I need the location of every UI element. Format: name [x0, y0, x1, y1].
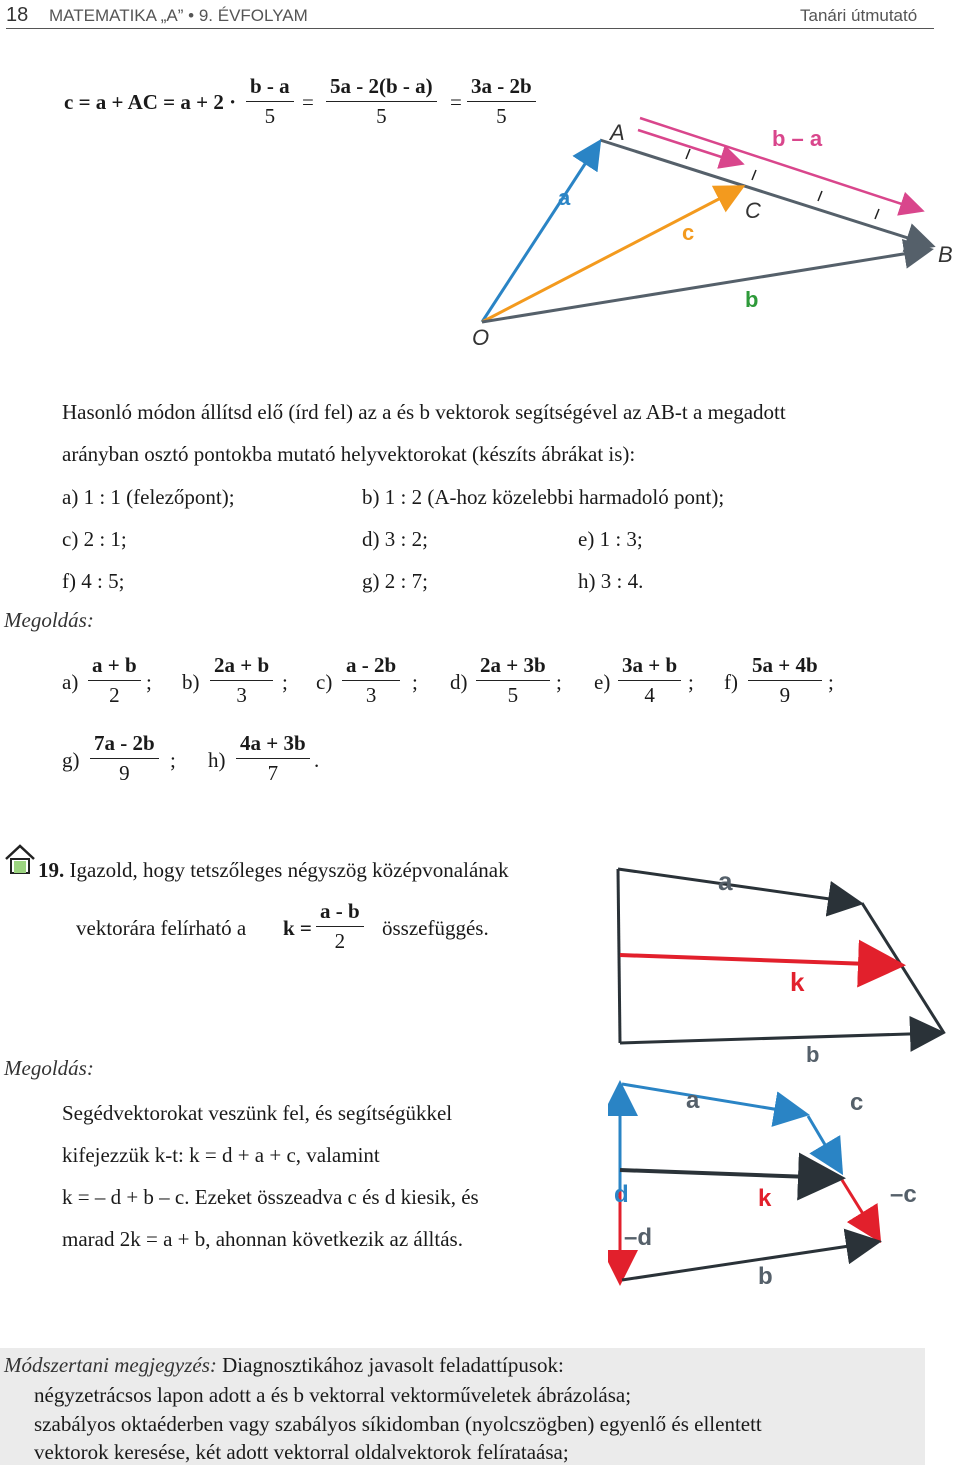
frac-numerator: 3a - 2b [467, 73, 536, 102]
solution-fraction: $\frac{a + b}{2}$ [88, 652, 141, 709]
task-item: g) 2 : 7; [362, 569, 428, 593]
frac-numerator: b - a [246, 73, 294, 102]
formula1-lhs: c = a + AC = a + 2 · [64, 90, 237, 114]
separator: ; [282, 670, 288, 694]
solution-fraction: $\frac{2a + 3b}{5}$ [476, 652, 550, 709]
solution-tag: f) [724, 670, 738, 694]
figure1-label: c [682, 220, 695, 245]
figure1-label: b [745, 287, 759, 312]
task-item: f) 4 : 5; [62, 569, 125, 593]
separator: ; [146, 670, 152, 694]
quadrilateral-figure [590, 855, 960, 1055]
separator: ; [828, 670, 834, 694]
solution-tag: e) [594, 670, 611, 694]
figure3-label: c [850, 1089, 864, 1116]
vector-a-top [618, 869, 858, 903]
auxiliary-vectors-figure [608, 1040, 958, 1290]
task19-number: 19. [38, 858, 65, 882]
task19-fraction: $\frac{a - b}{2}$ [316, 898, 364, 955]
vector-b-aux [622, 1242, 876, 1280]
separator: ; [688, 670, 694, 694]
figure1-label: B [938, 242, 953, 267]
solution-tag: h) [208, 748, 226, 772]
vector-figure-1 [440, 100, 960, 360]
solution-tag: a) [62, 670, 79, 694]
figure1-label: A [610, 120, 625, 145]
note-line-1: Módszertani megjegyzés: Diagnosztikához javasolt feladattípusok: [4, 1353, 564, 1377]
vector-a [482, 144, 598, 322]
figure3-label: –d [624, 1224, 653, 1251]
solution-tag: d) [450, 670, 468, 694]
solution2-line: k = – d + b – c. Ezeket összeadva c és d kiesik, és [62, 1185, 479, 1209]
figure1-label: b – a [772, 126, 823, 151]
figure3-label: b [806, 1042, 820, 1067]
header-right: Tanári útmutató [800, 6, 918, 25]
solution-fraction: $\frac{4a + 3b}{7}$ [236, 730, 310, 787]
task-line-1: Hasonló módon állítsd elő (írd fel) az a és b vektorok segítségével az AB-t a megadott [62, 400, 786, 424]
task-item: d) 3 : 2; [362, 527, 428, 551]
solution-tag: b) [182, 670, 200, 694]
task19-line-2-post: összefüggés. [382, 916, 489, 940]
solution-fraction: $\frac{5a + 4b}{9}$ [748, 652, 822, 709]
task19-line-1: 19. Igazold, hogy tetszőleges négyszög középvonalának [38, 858, 509, 882]
vector-ab [600, 140, 930, 245]
figure3-label: b [758, 1263, 773, 1290]
task-line-2: arányban osztó pontokba mutató helyvektorokat (készíts ábrákat is): [62, 442, 636, 466]
task19-line-2-pre: vektorára felírható a [76, 916, 247, 940]
frac-denominator: 5 [376, 104, 387, 128]
solution-fraction: $\frac{a - 2b}{3}$ [342, 652, 400, 709]
solution-fraction: $\frac{2a + b}{3}$ [210, 652, 273, 709]
frac-denominator: 5 [264, 104, 276, 128]
figure3-label: d [614, 1181, 629, 1208]
note-line: szabályos oktaéderben vagy szabályos síkidomban (nyolcszögben) egyenlő és ellentett [34, 1412, 762, 1436]
formula1-frac2 [326, 73, 437, 130]
separator: ; [556, 670, 562, 694]
solution-fraction: $\frac{7a - 2b}{9}$ [90, 730, 159, 787]
header-divider [6, 28, 934, 29]
figure3-label: a [686, 1087, 700, 1114]
task-item: h) 3 : 4. [578, 569, 644, 593]
solution-tag: g) [62, 748, 80, 772]
vector-k-aux [620, 1170, 838, 1178]
task-item: c) 2 : 1; [62, 527, 127, 551]
equals-sign: = [302, 90, 314, 114]
task-item: b) 1 : 2 (A-hoz közelebbi harmadoló pont); [362, 485, 725, 509]
figure1-label: a [558, 185, 571, 210]
vector-c-aux [808, 1116, 840, 1170]
solution-tag: c) [316, 670, 333, 694]
separator: . [314, 748, 320, 772]
figure3-label: k [758, 1185, 772, 1212]
task19-k-equals: k = [283, 916, 312, 940]
separator: ; [170, 748, 176, 772]
solution-label: Megoldás: [4, 608, 94, 632]
frac-denominator: 5 [496, 104, 507, 128]
formula1-frac1 [246, 73, 294, 130]
frac-numerator: 5a - 2(b - a) [326, 73, 437, 102]
solution-fraction: $\frac{3a + b}{4}$ [618, 652, 681, 709]
task-item: a) 1 : 1 (felezőpont); [62, 485, 235, 509]
note-line: vektorok keresése, két adott vektorral oldalvektorok felírataása; [34, 1440, 569, 1464]
home-icon [4, 843, 36, 875]
solution2-line: kifejezzük k-t: k = d + a + c, valamint [62, 1143, 380, 1167]
figure1-label: C [745, 198, 761, 223]
figure1-label: O [472, 325, 490, 350]
separator: ; [412, 670, 418, 694]
figure3-label: –c [890, 1181, 917, 1208]
header-title: MATEMATIKA „A” • 9. ÉVFOLYAM [49, 6, 308, 25]
figure2-label: k [790, 967, 805, 997]
page-number: 18 [6, 4, 29, 26]
vector-neg-c [842, 1180, 878, 1238]
solution2-line: marad 2k = a + b, ahonnan következik az álltás. [62, 1227, 463, 1251]
note-line: négyzetrácsos lapon adott a és b vektorral vektorműveletek ábrázolása; [34, 1383, 632, 1407]
solution2-line: Segédvektorokat veszünk fel, és segítségükkel [62, 1101, 453, 1125]
task-item: e) 1 : 3; [578, 527, 643, 551]
vector-a-aux [622, 1084, 804, 1114]
equals-sign: = [450, 90, 462, 114]
vector-k [620, 955, 898, 965]
figure2-label: a [718, 866, 733, 896]
solution-label: Megoldás: [4, 1056, 94, 1080]
note-label: Módszertani megjegyzés: [4, 1353, 217, 1377]
